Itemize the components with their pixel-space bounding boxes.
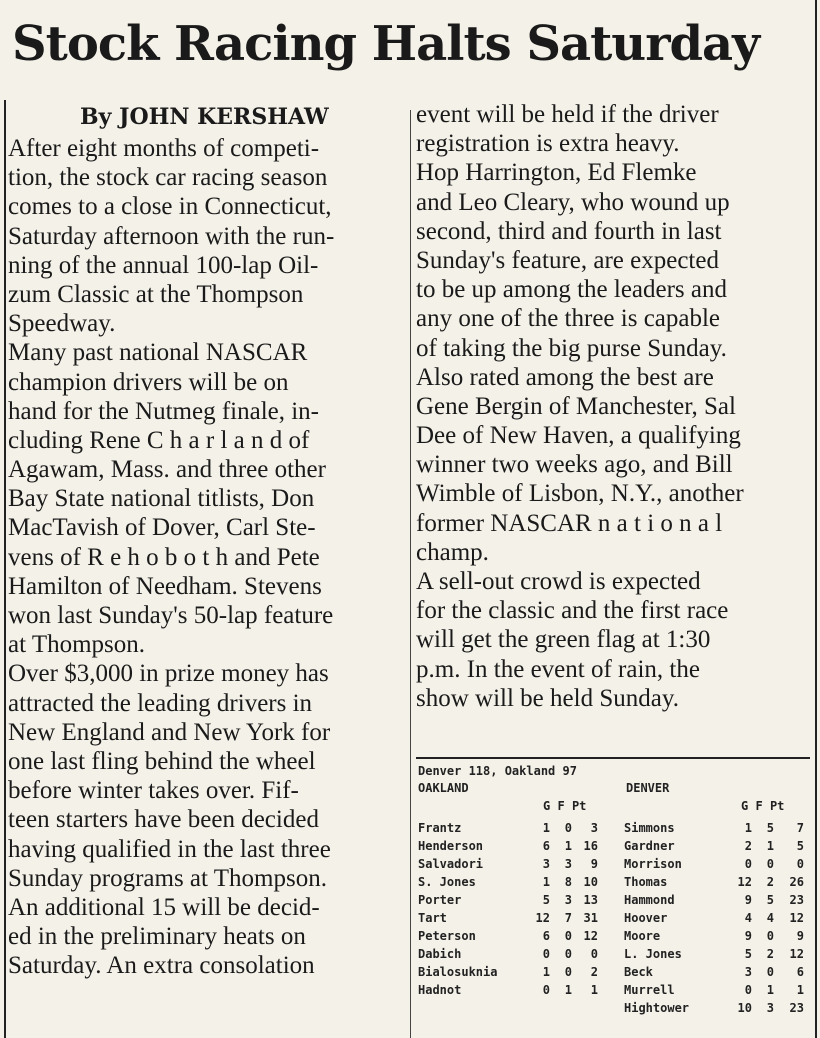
box-score-row	[418, 945, 812, 963]
text-line: any one of the three is capable	[416, 305, 721, 333]
header-pts: Pt	[769, 799, 785, 813]
player-points: 23	[789, 1001, 804, 1015]
text-line: champion drivers will be on	[8, 368, 289, 396]
text-line: A sell-out crowd is expected	[416, 568, 701, 595]
player-field-goals: 3	[744, 965, 752, 979]
box-score-row	[418, 855, 812, 873]
player-name: S. Jones	[418, 875, 476, 889]
player-points: 0	[796, 857, 804, 871]
header-f: F	[755, 799, 763, 813]
player-field-goals: 0	[542, 947, 550, 961]
text-line: attracted the leading drivers in	[8, 689, 313, 717]
player-free-throws: 1	[766, 983, 774, 997]
player-name: Beck	[624, 965, 653, 979]
text-line: Hop Harrington, Ed Flemke	[416, 159, 697, 187]
text-line: An additional 15 will be decid-	[8, 893, 320, 921]
text-line: zum Classic at the Thompson	[8, 280, 304, 308]
text-line: registration is extra heavy.	[416, 130, 680, 158]
player-free-throws: 5	[766, 893, 774, 907]
player-name: L. Jones	[624, 947, 682, 961]
player-name: Gardner	[624, 839, 675, 853]
box-score-row	[418, 927, 812, 945]
player-free-throws: 5	[766, 821, 774, 835]
box-score-title: Denver 118, Oakland 97	[418, 764, 577, 778]
text-line: former NASCAR n a t i o n a l	[416, 509, 723, 537]
player-field-goals: 0	[744, 983, 752, 997]
player-free-throws: 1	[564, 983, 572, 997]
player-free-throws: 4	[766, 911, 774, 925]
player-points: 7	[796, 821, 804, 835]
text-line: before winter takes over. Fif-	[8, 777, 299, 805]
text-line: for the classic and the first race	[416, 597, 729, 625]
box-score-row	[418, 963, 812, 981]
box-score-row	[418, 999, 812, 1017]
box-score-rows	[418, 819, 812, 1017]
player-free-throws: 0	[766, 857, 774, 871]
player-free-throws: 0	[564, 929, 572, 943]
text-line: teen starters have been decided	[8, 806, 319, 834]
text-line: second, third and fourth in last	[416, 217, 722, 245]
box-score-rule	[416, 757, 810, 759]
left-column	[8, 100, 406, 980]
text-line: Agawam, Mass. and three other	[8, 456, 326, 484]
player-free-throws: 2	[766, 947, 774, 961]
player-points: 10	[583, 875, 598, 889]
text-line: Speedway.	[8, 310, 116, 338]
text-line: New England and New York for	[8, 718, 331, 746]
box-score-row	[418, 909, 812, 927]
player-points: 5	[796, 839, 804, 853]
text-line: will get the green flag at 1:30	[416, 626, 711, 654]
text-line: Wimble of Lisbon, N.Y., another	[416, 480, 744, 508]
left-column-text	[8, 134, 406, 980]
player-field-goals: 12	[737, 875, 752, 889]
text-line: Sunday's feature, are expected	[416, 246, 719, 274]
text-line: Many past national NASCAR	[8, 339, 308, 367]
player-name: Frantz	[418, 821, 462, 835]
header-pts: Pt	[571, 799, 587, 813]
player-free-throws: 2	[766, 875, 774, 889]
player-name: Bialosuknia	[418, 965, 498, 979]
player-field-goals: 1	[542, 875, 550, 889]
player-points: 3	[590, 821, 598, 835]
player-points: 1	[590, 983, 598, 997]
player-field-goals: 6	[542, 839, 550, 853]
text-line: one last fling behind the wheel	[8, 747, 316, 775]
player-points: 23	[789, 893, 804, 907]
text-line: Gene Bergin of Manchester, Sal	[416, 392, 736, 420]
text-line: MacTavish of Dover, Carl Ste-	[8, 514, 316, 542]
player-points: 12	[583, 929, 598, 943]
player-free-throws: 0	[766, 929, 774, 943]
text-line: comes to a close in Connecticut,	[8, 193, 332, 221]
box-score-row	[418, 891, 812, 909]
player-field-goals: 3	[542, 857, 550, 871]
box-score-row	[418, 837, 812, 855]
text-line: cluding Rene C h a r l a n d of	[8, 426, 310, 454]
player-points: 26	[789, 875, 804, 889]
player-field-goals: 9	[744, 893, 752, 907]
player-field-goals: 6	[542, 929, 550, 943]
text-line: Dee of New Haven, a qualifying	[416, 422, 741, 450]
text-line: Bay State national titlists, Don	[8, 485, 315, 513]
text-line: ed in the preliminary heats on	[8, 923, 306, 951]
player-points: 13	[583, 893, 598, 907]
player-name: Morrison	[624, 857, 682, 871]
text-line: Over $3,000 in prize money has	[8, 660, 329, 688]
player-name: Porter	[418, 893, 462, 907]
player-free-throws: 1	[766, 839, 774, 853]
text-line: champ.	[416, 538, 489, 566]
column-divider	[410, 110, 411, 1038]
box-score	[418, 764, 812, 1015]
text-line: tion, the stock car racing season	[8, 164, 328, 192]
player-name: Peterson	[418, 929, 476, 943]
player-field-goals: 5	[542, 893, 550, 907]
player-free-throws: 0	[564, 821, 572, 835]
header-g: G	[543, 799, 551, 813]
text-line: ning of the annual 100-lap Oil-	[8, 251, 319, 279]
text-line: event will be held if the driver	[416, 101, 719, 128]
player-free-throws: 3	[564, 893, 572, 907]
text-line: at Thompson.	[8, 631, 146, 659]
player-field-goals: 0	[542, 983, 550, 997]
text-line: p.m. In the event of rain, the	[416, 655, 700, 683]
player-free-throws: 8	[564, 875, 572, 889]
player-name: Tart	[418, 911, 447, 925]
player-field-goals: 4	[744, 911, 752, 925]
player-field-goals: 10	[737, 1001, 752, 1015]
stat-headers-right	[741, 799, 784, 814]
player-free-throws: 0	[564, 947, 572, 961]
team-name-oakland: OAKLAND	[418, 781, 469, 795]
right-column	[416, 100, 812, 713]
player-free-throws: 7	[564, 911, 572, 925]
text-line: vens of R e h o b o t h and Pete	[8, 543, 320, 571]
player-field-goals: 1	[744, 821, 752, 835]
headline: Stock Racing Halts Saturday	[12, 16, 760, 72]
box-score-row	[418, 873, 812, 891]
player-points: 9	[796, 929, 804, 943]
text-line: Saturday afternoon with the run-	[8, 222, 335, 250]
stat-headers-left	[543, 799, 586, 814]
text-line: hand for the Nutmeg finale, in-	[8, 397, 320, 425]
text-line: Also rated among the best are	[416, 363, 714, 391]
text-line: Sunday programs at Thompson.	[8, 864, 327, 892]
player-points: 16	[583, 839, 598, 853]
player-points: 31	[583, 911, 598, 925]
text-line: Saturday. An extra consolation	[8, 952, 315, 980]
header-g: G	[741, 799, 749, 813]
player-points: 6	[796, 965, 804, 979]
player-name: Dabich	[418, 947, 462, 961]
player-field-goals: 9	[744, 929, 752, 943]
team-name-denver: DENVER	[626, 781, 670, 795]
player-points: 9	[590, 857, 598, 871]
byline: By JOHN KERSHAW	[80, 104, 329, 130]
player-field-goals: 2	[744, 839, 752, 853]
player-points: 1	[796, 983, 804, 997]
player-field-goals: 1	[542, 965, 550, 979]
right-column-text	[416, 100, 812, 713]
player-free-throws: 3	[766, 1001, 774, 1015]
right-border-rule	[815, 0, 817, 1038]
player-name: Salvadori	[418, 857, 484, 871]
header-f: F	[557, 799, 565, 813]
player-name: Hammond	[624, 893, 675, 907]
player-name: Murrell	[624, 983, 675, 997]
text-line: of taking the big purse Sunday.	[416, 334, 727, 362]
player-field-goals: 5	[744, 947, 752, 961]
player-points: 12	[789, 947, 804, 961]
box-score-row	[418, 981, 812, 999]
player-name: Hoover	[624, 911, 668, 925]
text-line: to be up among the leaders and	[416, 276, 728, 304]
text-line: having qualified in the last three	[8, 835, 331, 863]
player-name: Hightower	[624, 1001, 690, 1015]
player-name: Moore	[624, 929, 661, 943]
left-border-rule	[4, 100, 6, 1038]
player-field-goals: 1	[542, 821, 550, 835]
player-points: 12	[789, 911, 804, 925]
player-points: 2	[590, 965, 598, 979]
player-free-throws: 0	[766, 965, 774, 979]
text-line: show will be held Sunday.	[416, 684, 679, 712]
text-line: Hamilton of Needham. Stevens	[8, 572, 322, 600]
player-field-goals: 12	[535, 911, 550, 925]
player-name: Thomas	[624, 875, 668, 889]
player-free-throws: 1	[564, 839, 572, 853]
player-field-goals: 0	[744, 857, 752, 871]
player-free-throws: 3	[564, 857, 572, 871]
text-line: won last Sunday's 50-lap feature	[8, 602, 334, 629]
player-name: Hadnot	[418, 983, 462, 997]
player-points: 0	[590, 947, 598, 961]
player-free-throws: 0	[564, 965, 572, 979]
player-name: Simmons	[624, 821, 675, 835]
text-line: After eight months of competi-	[8, 135, 320, 162]
player-name: Henderson	[418, 839, 484, 853]
text-line: and Leo Cleary, who wound up	[416, 188, 730, 216]
text-line: winner two weeks ago, and Bill	[416, 451, 733, 479]
box-score-row	[418, 819, 812, 837]
